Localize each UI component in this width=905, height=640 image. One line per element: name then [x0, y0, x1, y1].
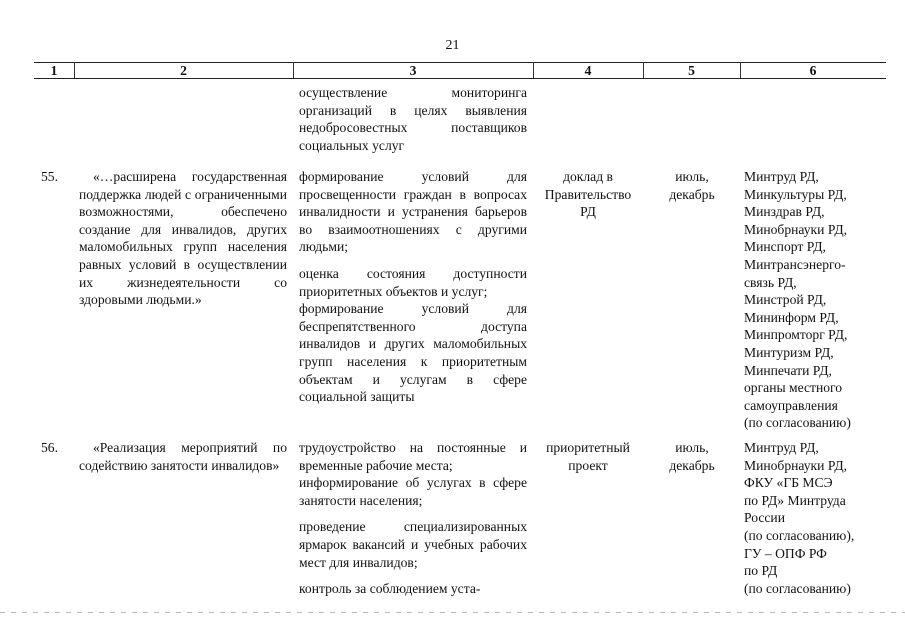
page-bottom-edge — [0, 612, 905, 613]
executor: Минтрансэнерго- — [744, 256, 846, 272]
executor: ГУ – ОПФ РФ — [744, 545, 827, 561]
executor: Минздрав РД, — [744, 204, 825, 220]
executor: Минтуризм РД, — [744, 344, 834, 360]
continuation-measure: осуществление мониторинга организаций в целях выявления недобросовестных поставщиков социальных услуг — [299, 85, 527, 153]
row-56-number: 56. — [41, 440, 58, 455]
executor: по РД» Минтруда — [744, 492, 846, 508]
executor: Минтруд РД, — [744, 440, 819, 455]
measure-item: оценка состояния доступности приоритетных объектов и услуг; — [299, 265, 527, 299]
executor: Мининформ РД, — [744, 309, 839, 325]
executor: Минпромторг РД, — [744, 327, 848, 343]
row-55-form: доклад в Правительство РД — [544, 169, 632, 220]
row-56-form: приоритетный проект — [546, 440, 630, 473]
header-col-5: 5 — [688, 63, 695, 78]
row-55-title: «…расширена государственная поддержка людей с ограниченными возможностями, обеспечено создание для инвалидов, других маломобильных групп населения равных условий в осуществлении их жизнедеятельности со здоровыми людьми.» — [79, 169, 287, 308]
executor: по РД — [744, 563, 778, 579]
measure-item: формирование условий для беспрепятственного доступа инвалидов и других маломобильных групп населения к приоритетным объектам и услугам в сфере социальной защиты — [299, 301, 527, 405]
executor: Минтруд РД, — [744, 169, 819, 184]
executor: Минкультуры РД, — [744, 186, 847, 202]
executor: самоуправления — [744, 397, 838, 413]
header-col-2: 2 — [180, 63, 187, 78]
row-55-executors — [744, 168, 894, 432]
row-55-number: 55. — [41, 169, 58, 184]
page-number: 21 — [445, 38, 460, 53]
measure-item: трудоустройство на постоянные и временные рабочие места; — [299, 440, 527, 473]
executor: связь РД, — [744, 274, 797, 290]
measure-item: информирование об услугах в сфере занятости населения; — [299, 475, 527, 508]
executor: Минобрнауки РД, — [744, 221, 848, 237]
executor: Минстрой РД, — [744, 292, 827, 308]
executor: Минобрнауки РД, — [744, 457, 848, 473]
row-56-measures — [299, 439, 527, 598]
executor: органы местного — [744, 380, 843, 396]
header-col-4: 4 — [584, 63, 592, 78]
row-56-title: «Реализация мероприятий по содействию занятости инвалидов» — [79, 440, 287, 473]
executor: Минспорт РД, — [744, 239, 826, 255]
executor: Минпечати РД, — [744, 362, 832, 378]
row-56-term: июль, декабрь — [669, 440, 715, 473]
row-55-term: июль, декабрь — [669, 169, 715, 202]
header-col-3: 3 — [409, 63, 417, 78]
executor: России — [744, 510, 785, 526]
measure-item: контроль за соблюдением уста- — [299, 581, 481, 597]
row-55-measures — [299, 168, 527, 406]
executor: ФКУ «ГБ МСЭ — [744, 475, 833, 491]
executor: (по согласованию), — [744, 527, 855, 543]
measure-item: проведение специализированных ярмарок вакансий и учебных рабочих мест для инвалидов; — [299, 519, 527, 570]
row-56-executors — [744, 439, 894, 597]
measure-item: формирование условий для просвещенности граждан в вопросах инвалидности и устранения барьеров во взаимоотношениях с другими людьми; — [299, 169, 527, 255]
executor: (по согласованию) — [744, 415, 851, 431]
header-col-6: 6 — [809, 63, 817, 78]
header-col-1: 1 — [50, 63, 58, 78]
executor: (по согласованию) — [744, 580, 851, 596]
